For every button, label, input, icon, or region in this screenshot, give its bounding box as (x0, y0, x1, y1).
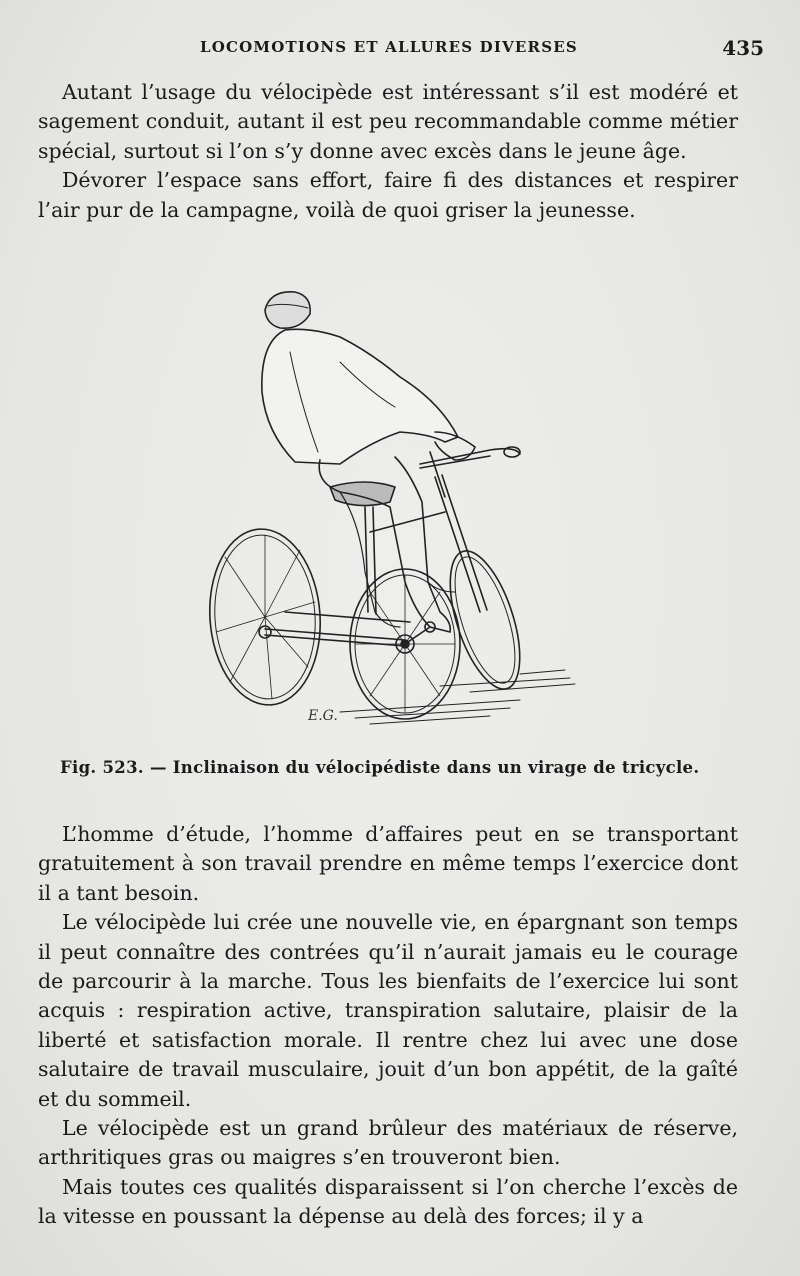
running-title: LOCOMOTIONS ET ALLURES DIVERSES (200, 38, 578, 56)
figure-caption: Fig. 523. — Inclinaison du vélocipédiste dans un virage de tricycle. (60, 758, 700, 777)
saddle (330, 482, 395, 506)
paragraph: L’homme d’étude, l’homme d’affaires peut en se transportant gratuitement à son travail prendre en même temps l’exercice dont il a tant besoin. (38, 822, 738, 905)
running-head (0, 34, 800, 64)
artist-signature: E.G. (308, 708, 338, 724)
paragraph: Mais toutes ces qualités disparaissent si l’on cherche l’excès de la vitesse en poussant la dépense au delà des forces; il y a (38, 1174, 738, 1229)
paragraph: Le vélocipède lui crée une nouvelle vie, en épargnant son temps il peut connaître des contrées qu’il n’aurait jamais eu le courage de parcourir à la marche. Tous les bienfaits de l’exercice lui sont acquis : respiration active, transpiration salutaire, plaisir de la liberté et satisfaction morale. Il rentre chez lui avec une dose salutaire de travail musculaire, jouit d’un bon appétit, de la gaîté et du sommeil. (38, 910, 738, 1111)
paragraph: Le vélocipède est un grand brûleur des matériaux de réserve, arthritiques gras ou maigres s’en trouveront bien. (38, 1116, 738, 1170)
ground-shading (340, 670, 575, 724)
body-text-top (38, 78, 738, 225)
pedal-crank (405, 622, 435, 644)
front-wheel (436, 543, 534, 697)
frame (365, 452, 487, 614)
handlebar (420, 447, 520, 468)
rear-left-wheel (204, 525, 326, 708)
body-text-bottom (38, 820, 738, 1232)
axle (265, 612, 410, 646)
paragraph: Dévorer l’espace sans effort, faire fi des distances et respirer l’air pur de la campagne, voilà de quoi griser la jeunesse. (38, 168, 738, 222)
page-number: 435 (722, 36, 764, 60)
paragraph: Autant l’usage du vélocipède est intéressant s’il est modéré et sagement conduit, autant il est peu recommandable comme métier spécial, surtout si l’on s’y donne avec excès dans le jeune âge. (38, 80, 738, 163)
rider (262, 292, 475, 632)
tricycle-illustration (190, 282, 590, 732)
